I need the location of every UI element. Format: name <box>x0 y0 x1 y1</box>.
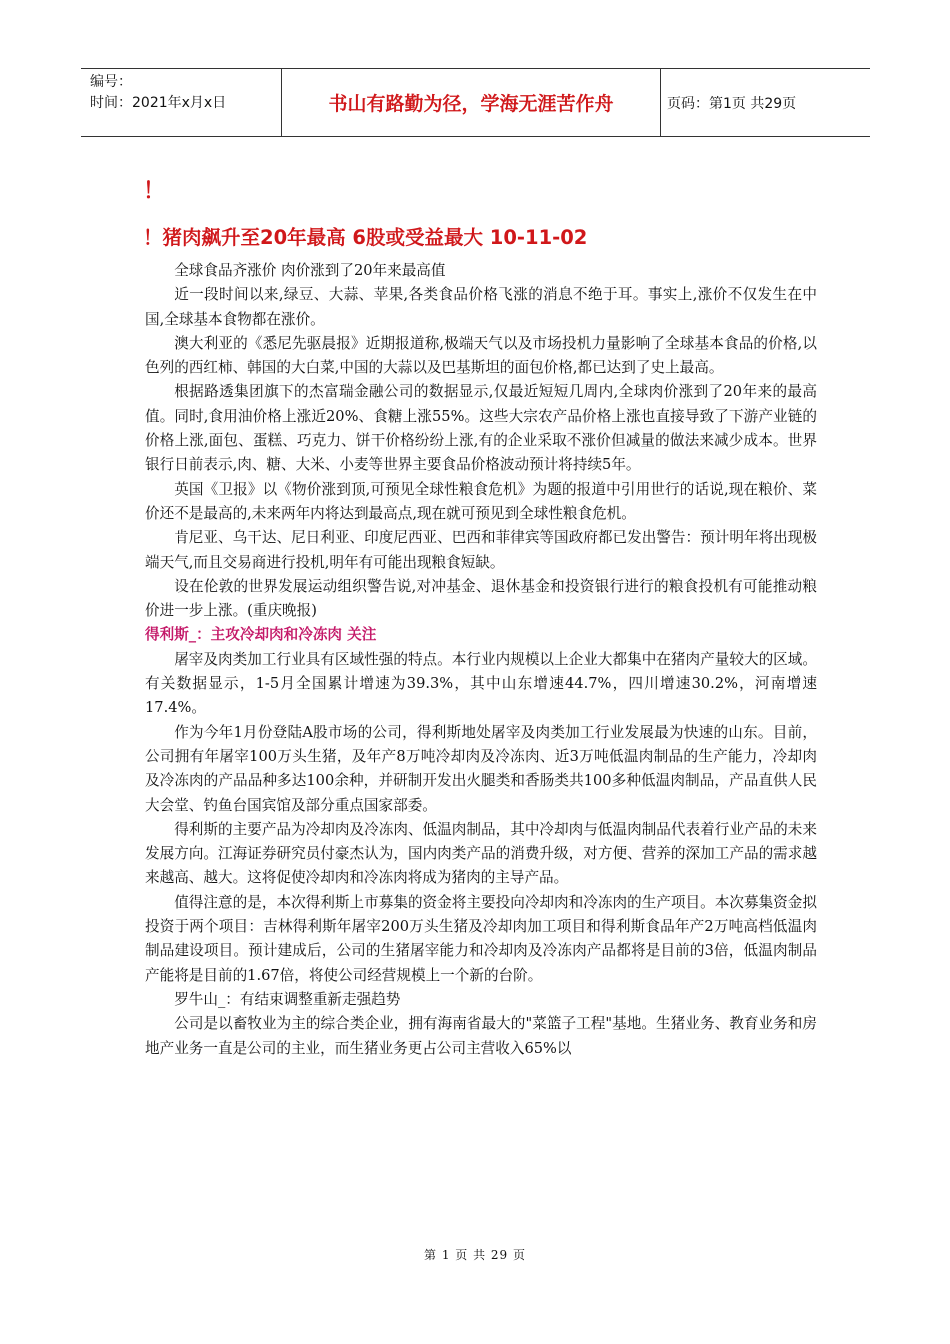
page-footer: 第 1 页 共 29 页 <box>424 1248 526 1262</box>
number-label: 编号： <box>90 74 132 90</box>
paragraph: 全球食品齐涨价 肉价涨到了20年来最高值 <box>174 262 446 279</box>
document-header <box>81 68 870 137</box>
exclamation-mark: ！ <box>143 179 166 204</box>
paragraph: 屠宰及肉类加工行业具有区域性强的特点。本行业内规模以上企业大都集中在猪肉产量较大的区域。有关数据显示，1-5月全国累计增速为39.3%，其中山东增速44.7%，四川增速30.2%，河南增速17.4%。 <box>145 650 817 717</box>
header-page-info: 页码：第1页 共29页 <box>667 95 797 112</box>
paragraph: 英国《卫报》以《物价涨到顶,可预见全球性粮食危机》为题的报道中引用世行的话说,现在粮价、菜价还不是最高的,未来两年内将达到最高点,现在就可预见到全球性粮食危机。 <box>145 480 817 522</box>
paragraph: 公司是以畜牧业为主的综合类企业，拥有海南省最大的"菜篮子工程"基地。生猪业务、教育业务和房地产业务一直是公司的主业，而生猪业务更占公司主营收入65%以 <box>145 1015 817 1057</box>
paragraph: 根据路透集团旗下的杰富瑞金融公司的数据显示,仅最近短短几周内,全球肉价涨到了20年来的最高值。同时,食用油价格上涨近20%、食糖上涨55%。这些大宗农产品价格上涨也直接导致了下游产业链的价格上涨,面包、蛋糕、巧克力、饼干价格纷纷上涨,有的企业采取不涨价但减量的做法来减少成本。世界银行日前表示,肉、糖、大米、小麦等世界主要食品价格波动预计将持续5年。 <box>145 383 817 474</box>
paragraph: 值得注意的是，本次得利斯上市募集的资金将主要投向冷却肉和冷冻肉的生产项目。本次募集资金拟投资于两个项目：吉林得利斯年屠宰200万头生猪及冷却肉加工项目和得利斯食品年产2万吨高档低温肉制品建设项目。预计建成后，公司的生猪屠宰能力和冷却肉及冷冻肉产品都将是目前的3倍，低温肉制品产能将是目前的1.67倍，将使公司经营规模上一个新的台阶。 <box>145 893 817 984</box>
paragraph: 近一段时间以来,绿豆、大蒜、苹果,各类食品价格飞涨的消息不绝于耳。事实上,涨价不仅发生在中国,全球基本食物都在涨价。 <box>145 286 817 328</box>
date-label: 时间：2021年x月x日 <box>90 95 227 111</box>
article-body <box>145 259 817 1061</box>
paragraph: 得利斯的主要产品为冷却肉及冷冻肉、低温肉制品，其中冷却肉与低温肉制品代表着行业产品的未来发展方向。江海证券研究员付豪杰认为，国内肉类产品的消费升级，对方便、营养的深加工产品的需求越来越高、越大。这将促使冷却肉和冷冻肉将成为猪肉的主导产品。 <box>145 820 817 887</box>
header-meta <box>81 69 282 136</box>
section-subheading: 得利斯_：主攻冷却肉和冷冻肉 关注 <box>145 626 377 644</box>
article-title: ！猪肉飙升至20年最高 6股或受益最大 10-11-02 <box>143 226 588 249</box>
paragraph: 设在伦敦的世界发展运动组织警告说,对冲基金、退休基金和投资银行进行的粮食投机有可能推动粮价进一步上涨。(重庆晚报) <box>145 577 817 620</box>
paragraph: 作为今年1月份登陆A股市场的公司，得利斯地处屠宰及肉类加工行业发展最为快速的山东。目前，公司拥有年屠宰100万头生猪，及年产8万吨冷却肉及冷冻肉、近3万吨低温肉制品的生产能力，冷却肉及冷冻肉的产品品种多达100余种，并研制开发出火腿类和香肠类共100多种低温肉制品，产品直供人民大会堂、钓鱼台国宾馆及部分重点国家部委。 <box>145 723 817 814</box>
paragraph: 肯尼亚、乌干达、尼日利亚、印度尼西亚、巴西和菲律宾等国政府都已发出警告：预计明年将出现极端天气,而且交易商进行投机,明年有可能出现粮食短缺。 <box>145 529 817 571</box>
header-motto: 书山有路勤为径，学海无涯苦作舟 <box>282 69 661 136</box>
paragraph: 罗牛山_：有结束调整重新走强趋势 <box>174 990 401 1008</box>
paragraph: 澳大利亚的《悉尼先驱晨报》近期报道称,极端天气以及市场投机力量影响了全球基本食品的价格,以色列的西红柿、韩国的大白菜,中国的大蒜以及巴基斯坦的面包价格,都已达到了史上最高。 <box>145 334 817 377</box>
